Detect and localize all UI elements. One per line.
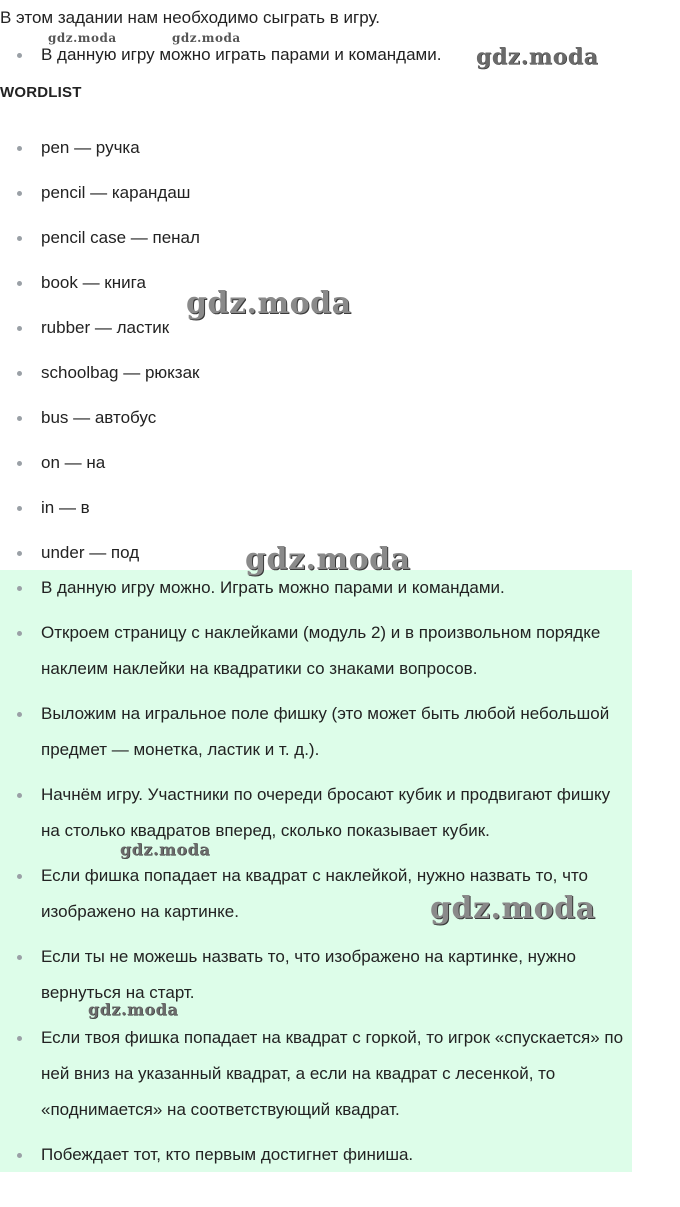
wordlist-heading: WORDLIST — [0, 84, 82, 101]
rule-item: Побеждает тот, кто первым достигнет финиша. — [41, 1137, 631, 1173]
word-item: under — под — [41, 543, 140, 562]
watermark: gdz.moda — [88, 1000, 179, 1019]
word-item: pencil — карандаш — [41, 183, 191, 202]
intro-text: В этом задании нам необходимо сыграть в игру. — [0, 8, 381, 27]
word-item: rubber — ластик — [41, 318, 170, 337]
watermark: gdz.moda — [48, 31, 117, 45]
intro-bullet: В данную игру можно играть парами и командами. — [41, 45, 442, 64]
watermark: gdz.moda — [245, 542, 411, 577]
watermark: gdz.moda — [430, 891, 596, 926]
rule-item: Откроем страницу с наклейками (модуль 2) и в произвольном порядке наклеим наклейки на квадратики со знаками вопросов. — [41, 615, 631, 687]
rule-item: Если ты не можешь назвать то, что изображено на картинке, нужно вернуться на старт. — [41, 939, 631, 1011]
rule-item: Если фишка попадает на квадрат с наклейкой, нужно назвать то, что изображено на картинке. — [41, 858, 631, 930]
rule-item: Если твоя фишка попадает на квадрат с горкой, то игрок «спускается» по ней вниз на указанный квадрат, а если на квадрат с лесенкой, то «поднимается» на соответствующий квадрат. — [41, 1020, 631, 1128]
word-item: schoolbag — рюкзак — [41, 363, 200, 382]
word-item: bus — автобус — [41, 408, 157, 427]
watermark: gdz.moda — [476, 44, 599, 70]
word-item: on — на — [41, 453, 106, 472]
watermark: gdz.moda — [172, 31, 241, 45]
word-item: in — в — [41, 498, 90, 517]
word-item: pen — ручка — [41, 138, 140, 157]
rule-item: Начнём игру. Участники по очереди бросают кубик и продвигают фишку на столько квадратов вперед, сколько показывает кубик. — [41, 777, 631, 849]
word-item: pencil case — пенал — [41, 228, 200, 247]
watermark: gdz.moda — [120, 840, 211, 859]
rule-item: Выложим на игральное поле фишку (это может быть любой небольшой предмет — монетка, ластик и т. д.). — [41, 696, 631, 768]
watermark: gdz.moda — [186, 286, 352, 321]
word-item: book — книга — [41, 273, 146, 292]
rule-item: В данную игру можно. Играть можно парами и командами. — [41, 570, 631, 606]
